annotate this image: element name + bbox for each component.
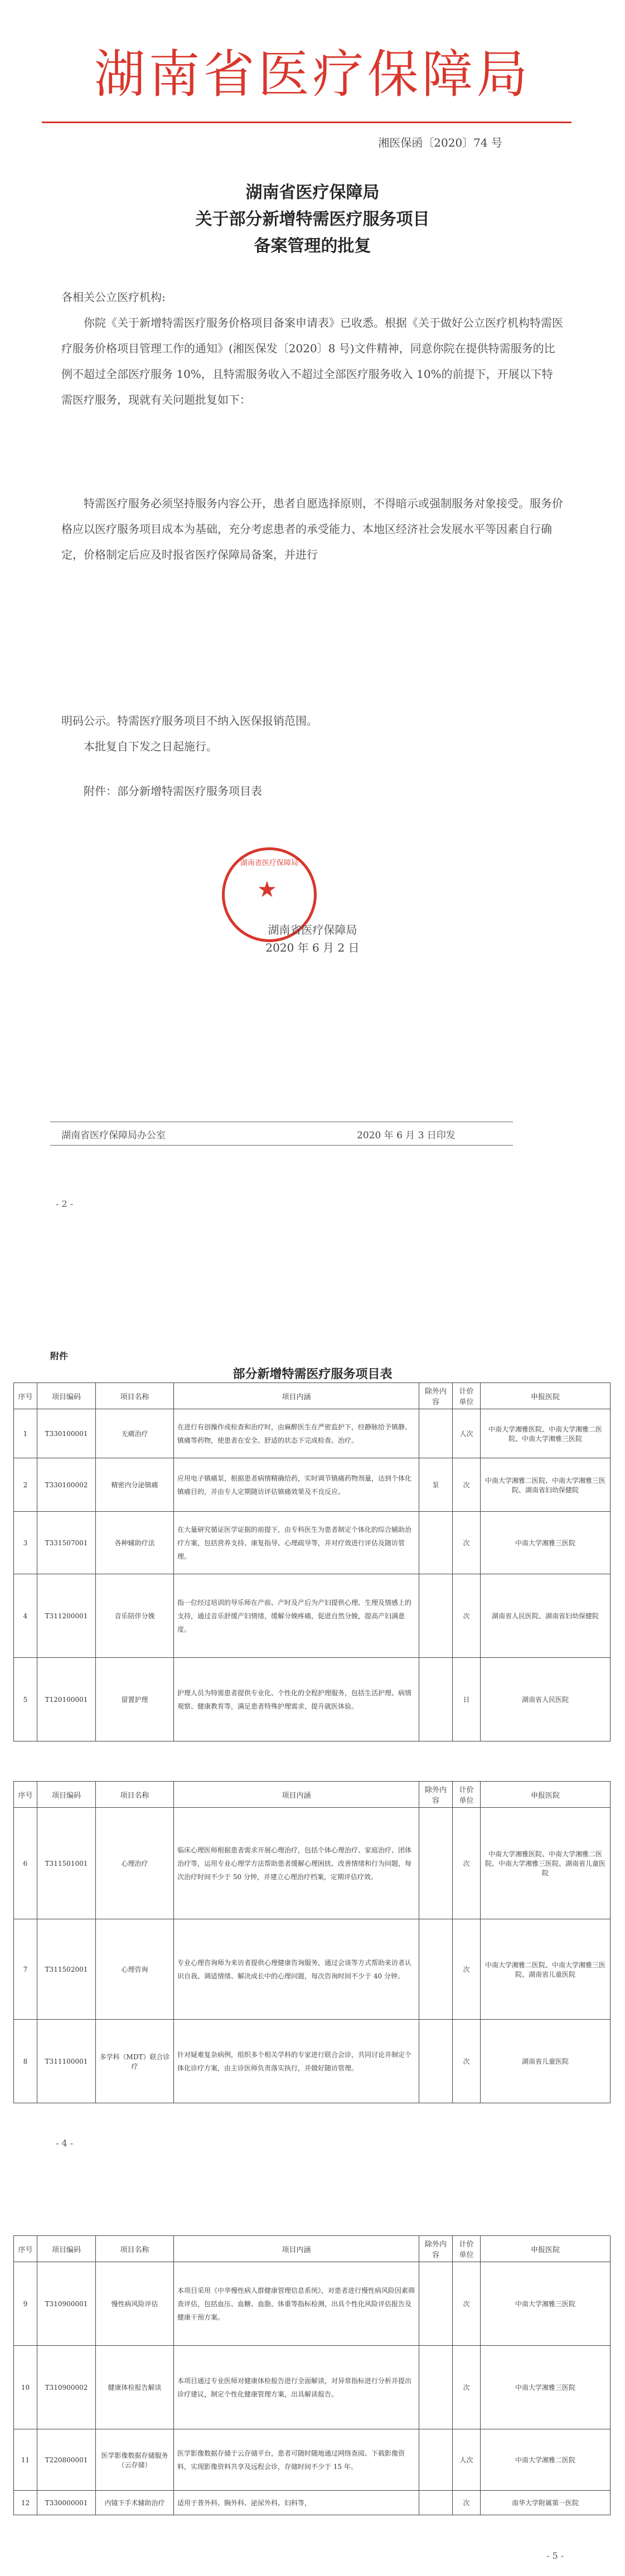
- header-excluded: 除外内容: [419, 1383, 453, 1409]
- attachment-note: 附件：部分新增特需医疗服务项目表: [84, 784, 262, 798]
- cell-code: T311200001: [37, 1574, 96, 1658]
- body-paragraph-2: 特需医疗服务必须坚持服务内容公开，患者自愿选择原则，不得暗示或强制服务对象接受。服务价格应以医疗服务项目成本为基础，充分考虑患者的承受能力、本地区经济社会发展水平等因素自行确定，价格制定后应及时报省医疗保障局备案，并进行: [61, 497, 563, 561]
- cell-hospital: 湖南省人民医院、湖南省妇幼保健院: [481, 1574, 611, 1658]
- header-code: 项目编码: [37, 2236, 96, 2262]
- table-row: [14, 1919, 611, 2020]
- table-row: [14, 2429, 611, 2491]
- cell-content: 本项目通过专业医师对健康体检报告进行全面解读，对异常指标进行分析并提出诊疗建议，制定个性化健康管理方案，出具解读报告。: [174, 2346, 419, 2429]
- cell-content: 临床心理医师根据患者需求开展心理治疗，包括个体心理治疗、家庭治疗、团体治疗等，运用专业心理学方法帮助患者缓解心理困扰、改善情绪和行为问题，每次治疗时间不少于 50 分钟，并建立心理治疗档案，定期评估疗效。: [174, 1808, 419, 1919]
- cell-hospital: 中南大学湘雅三医院: [481, 1512, 611, 1574]
- page-number: - 5 -: [546, 2550, 564, 2561]
- letterhead-title: 湖南省医疗保障局: [94, 45, 531, 104]
- header-excluded: 除外内容: [419, 2236, 453, 2262]
- header-no: 序号: [14, 1782, 37, 1808]
- cell-name: 精密内分泌镇痛: [96, 1458, 174, 1512]
- cell-hospital: 中南大学湘雅三医院: [481, 2262, 611, 2346]
- cell-hospital: 中南大学湘雅二医院: [481, 2429, 611, 2491]
- header-name: 项目名称: [96, 1782, 174, 1808]
- cell-excluded: [419, 1658, 453, 1741]
- cell-content: 适用于普外科、胸外科、泌尿外科、妇科等，: [174, 2491, 419, 2515]
- cell-code: T311100001: [37, 2020, 96, 2103]
- footer-line-bottom: [50, 1145, 513, 1146]
- header-hospital: 申报医院: [481, 1383, 611, 1409]
- cell-name: 内镜下手术辅助治疗: [96, 2491, 174, 2515]
- doc-title-line2: 关于部分新增特需医疗服务项目: [195, 210, 430, 229]
- cell-excluded: 泵: [419, 1458, 453, 1512]
- cell-excluded: [419, 2020, 453, 2103]
- doc-title-line1: 湖南省医疗保障局: [245, 183, 380, 202]
- cell-content: 护理人员为特需患者提供专业化、个性化的全程护理服务，包括生活护理、病情观察、健康教育等，满足患者特殊护理需求，提升就医体验。: [174, 1658, 419, 1741]
- cell-hospital: 湖南省人民医院: [481, 1658, 611, 1741]
- header-content: 项目内涵: [174, 2236, 419, 2262]
- cell-unit: 次: [453, 2346, 481, 2429]
- cell-code: T330100002: [37, 1458, 96, 1512]
- table-row: [14, 1458, 611, 1512]
- cell-no: 2: [14, 1458, 37, 1512]
- cell-content: 应用电子镇痛泵，根据患者病情精确给药，实时调节镇痛药物剂量，达到个体化镇痛目的，并由专人定期随访评估镇痛效果及不良反应。: [174, 1458, 419, 1512]
- cell-code: T311501001: [37, 1808, 96, 1919]
- cell-content: 专业心理咨询师为来访者提供心理健康咨询服务，通过会谈等方式帮助来访者认识自我、调适情绪、解决成长中的心理问题，每次咨询时间不少于 40 分钟。: [174, 1919, 419, 2020]
- seal-text: 湖南省医疗保障局: [240, 859, 298, 867]
- cell-hospital: 中南大学湘雅二医院、中南大学湘雅三医院、湖南省妇幼保健院: [481, 1458, 611, 1512]
- doc-title-line3: 备案管理的批复: [254, 236, 371, 256]
- cell-hospital: 南华大学附属第一医院: [481, 2491, 611, 2515]
- cell-unit: 次: [453, 1808, 481, 1919]
- cell-name: 医学影像数据存储服务（云存储）: [96, 2429, 174, 2491]
- cell-name: 心理治疗: [96, 1808, 174, 1919]
- attachment-label: 附件: [50, 1351, 69, 1361]
- cell-code: T120100001: [37, 1658, 96, 1741]
- table-row: [14, 2020, 611, 2103]
- cell-excluded: [419, 1808, 453, 1919]
- table-row: [14, 2346, 611, 2429]
- cell-excluded: [419, 2491, 453, 2515]
- page-number: - 2 -: [56, 1199, 74, 1209]
- header-unit: 计价单位: [453, 2236, 481, 2262]
- cell-unit: 次: [453, 2020, 481, 2103]
- cell-no: 6: [14, 1808, 37, 1919]
- cell-content: 指一位经过培训的导乐师在产前、产时及产后为产妇提供心理、生理及情感上的支持，通过音乐舒缓产妇情绪，缓解分娩疼痛，促进自然分娩，提高产妇满意度。: [174, 1574, 419, 1658]
- header-hospital: 申报医院: [481, 2236, 611, 2262]
- cell-name: 各种辅助疗法: [96, 1512, 174, 1574]
- table-header-row: [14, 1782, 611, 1808]
- table-row: [14, 1409, 611, 1458]
- letterhead-divider: [42, 122, 571, 123]
- cell-excluded: [419, 1574, 453, 1658]
- cell-unit: 次: [453, 2262, 481, 2346]
- body-paragraph-1: 你院《关于新增特需医疗服务价格项目备案申请表》已收悉。根据《关于做好公立医疗机构特需医疗服务价格项目管理工作的通知》(湘医保发〔2020〕8 号)文件精神，同意你院在提供特需服务的比例不超过全部医疗服务 10%，且特需服务收入不超过全部医疗服务收入 10%的前提下，开展以下特需医疗服务，现就有关问题批复如下：: [61, 316, 563, 406]
- table-row: [14, 1808, 611, 1919]
- seal-star-icon: ★: [257, 877, 277, 903]
- footer-issue-date: 2020 年 6 月 3 日印发: [357, 1130, 456, 1141]
- cell-code: T330000001: [37, 2491, 96, 2515]
- cell-code: T330100001: [37, 1409, 96, 1458]
- cell-hospital: 中南大学湘雅三医院: [481, 2346, 611, 2429]
- table-header-row: [14, 1383, 611, 1409]
- cell-unit: 次: [453, 1458, 481, 1512]
- cell-content: 针对疑难复杂病例，组织多个相关学科的专家进行联合会诊，共同讨论并制定个体化诊疗方案，由主诊医师负责落实执行，并做好随访管理。: [174, 2020, 419, 2103]
- cell-excluded: [419, 1512, 453, 1574]
- table-row: [14, 2491, 611, 2515]
- cell-no: 5: [14, 1658, 37, 1741]
- cell-unit: 人次: [453, 2429, 481, 2491]
- cell-no: 10: [14, 2346, 37, 2429]
- cell-name: 音乐陪伴分娩: [96, 1574, 174, 1658]
- cell-hospital: 湖南省儿童医院: [481, 2020, 611, 2103]
- table-row: [14, 1512, 611, 1574]
- table-title: 部分新增特需医疗服务项目表: [232, 1367, 393, 1381]
- cell-no: 1: [14, 1409, 37, 1458]
- cell-no: 9: [14, 2262, 37, 2346]
- cell-code: T331507001: [37, 1512, 96, 1574]
- services-table-part3: [13, 2235, 611, 2515]
- header-name: 项目名称: [96, 1383, 174, 1409]
- cell-content: 本项目采用《中华慢性病人群健康管理信息系统》，对患者进行慢性病风险因素筛查评估，包括血压、血糖、血脂、体重等指标检测，出具个性化风险评估报告及健康干预方案。: [174, 2262, 419, 2346]
- header-content: 项目内涵: [174, 1782, 419, 1808]
- header-no: 序号: [14, 2236, 37, 2262]
- cell-excluded: [419, 2429, 453, 2491]
- header-name: 项目名称: [96, 2236, 174, 2262]
- cell-no: 11: [14, 2429, 37, 2491]
- cell-no: 4: [14, 1574, 37, 1658]
- signing-date: 2020 年 6 月 2 日: [265, 941, 360, 954]
- cell-no: 12: [14, 2491, 37, 2515]
- header-code: 项目编码: [37, 1782, 96, 1808]
- cell-unit: 次: [453, 1574, 481, 1658]
- salutation: 各相关公立医疗机构:: [61, 290, 166, 304]
- header-excluded: 除外内容: [419, 1782, 453, 1808]
- header-unit: 计价单位: [453, 1782, 481, 1808]
- cell-unit: 人次: [453, 1409, 481, 1458]
- signing-organization: 湖南省医疗保障局: [268, 923, 357, 937]
- table-header-row: [14, 2236, 611, 2262]
- cell-name: 留置护理: [96, 1658, 174, 1741]
- cell-unit: 次: [453, 1512, 481, 1574]
- cell-code: T311502001: [37, 1919, 96, 2020]
- cell-unit: 日: [453, 1658, 481, 1741]
- cell-excluded: [419, 2346, 453, 2429]
- cell-hospital: 中南大学湘雅医院、中南大学湘雅二医院、中南大学湘雅三医院: [481, 1409, 611, 1458]
- body-paragraph-4: 本批复自下发之日起施行。: [84, 740, 217, 753]
- cell-unit: 次: [453, 2491, 481, 2515]
- table-row: [14, 1658, 611, 1741]
- cell-name: 健康体检报告解读: [96, 2346, 174, 2429]
- cell-content: 在大量研究循证医学证据的前提下，由专科医生为患者制定个体化的综合辅助治疗方案，包括营养支持、康复指导、心理疏导等，并对疗效进行评估及随访管理。: [174, 1512, 419, 1574]
- footer-issuer: 湖南省医疗保障局办公室: [61, 1130, 166, 1141]
- services-table-part1: [13, 1382, 611, 1741]
- table-row: [14, 1574, 611, 1658]
- cell-name: 多学科（MDT）联合诊疗: [96, 2020, 174, 2103]
- cell-excluded: [419, 1409, 453, 1458]
- cell-content: 在进行有创操作或检查和治疗时，由麻醉医生在严密监护下，经静脉给予镇静、镇痛等药物，使患者在安全、舒适的状态下完成检查、治疗。: [174, 1409, 419, 1458]
- document-number: 湘医保函〔2020〕74 号: [378, 136, 502, 149]
- cell-name: 心理咨询: [96, 1919, 174, 2020]
- header-content: 项目内涵: [174, 1383, 419, 1409]
- cell-excluded: [419, 2262, 453, 2346]
- header-no: 序号: [14, 1383, 37, 1409]
- cell-code: T310900001: [37, 2262, 96, 2346]
- cell-hospital: 中南大学湘雅二医院、中南大学湘雅三医院、湖南省儿童医院: [481, 1919, 611, 2020]
- cell-no: 8: [14, 2020, 37, 2103]
- page-number: - 4 -: [56, 2138, 74, 2148]
- cell-hospital: 中南大学湘雅医院、中南大学湘雅二医院、中南大学湘雅三医院、湖南省儿童医院: [481, 1808, 611, 1919]
- cell-content: 医学影像数据存储于云存储平台，患者可随时随地通过网络查阅、下载影像资料，实现影像资料共享及远程会诊，存储时间不少于 15 年。: [174, 2429, 419, 2491]
- cell-name: 慢性病风险评估: [96, 2262, 174, 2346]
- cell-code: T310900002: [37, 2346, 96, 2429]
- header-unit: 计价单位: [453, 1383, 481, 1409]
- cell-no: 3: [14, 1512, 37, 1574]
- cell-unit: 次: [453, 1919, 481, 2020]
- header-hospital: 申报医院: [481, 1782, 611, 1808]
- table-row: [14, 2262, 611, 2346]
- header-code: 项目编码: [37, 1383, 96, 1409]
- cell-name: 无痛治疗: [96, 1409, 174, 1458]
- cell-code: T220800001: [37, 2429, 96, 2491]
- body-paragraph-3: 明码公示。特需医疗服务项目不纳入医保报销范围。: [61, 714, 318, 727]
- cell-no: 7: [14, 1919, 37, 2020]
- cell-excluded: [419, 1919, 453, 2020]
- services-table-part2: [13, 1781, 611, 2103]
